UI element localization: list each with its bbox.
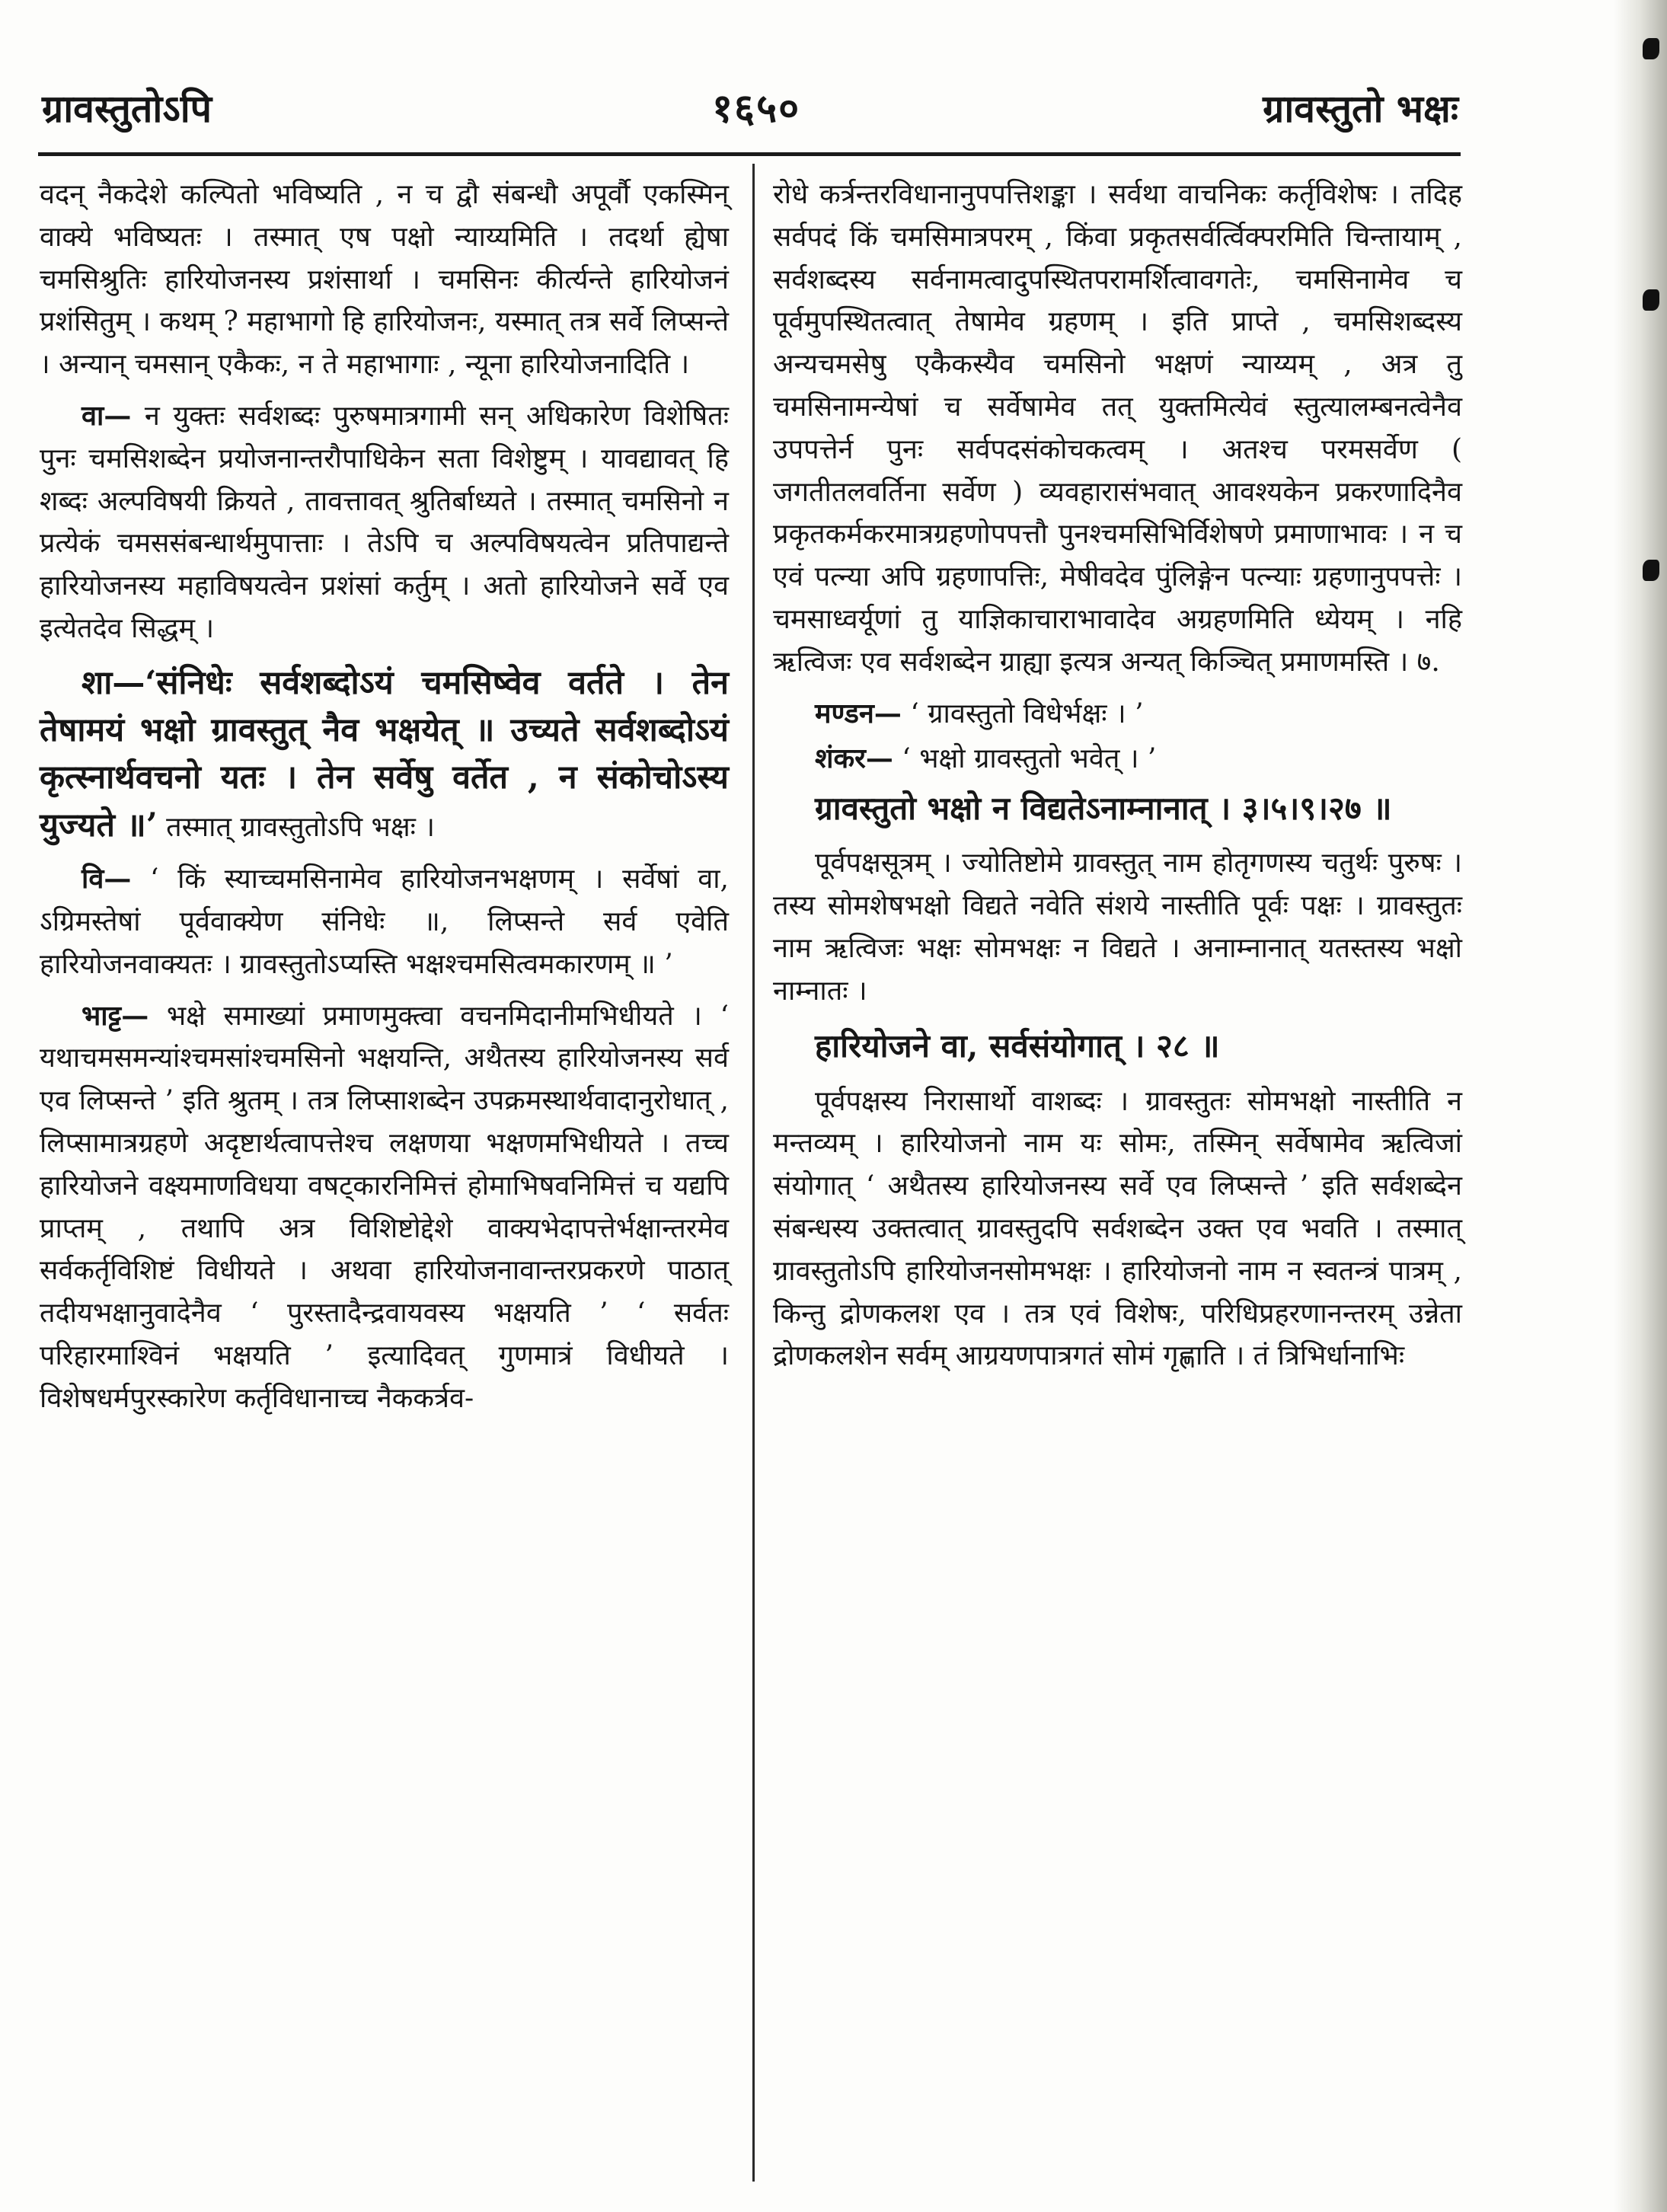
running-header bbox=[42, 72, 1458, 133]
paragraph bbox=[40, 174, 729, 386]
paragraph-vi bbox=[40, 858, 729, 985]
header-left-title: ग्रावस्तुतोऽपि bbox=[42, 86, 212, 131]
binding-hole-mark bbox=[1643, 289, 1659, 311]
column-divider bbox=[752, 164, 755, 2182]
sutra-text: हारियोजने वा, सर्वसंयोगात् । २८ ॥ bbox=[815, 1027, 1220, 1065]
citation-text: ‘ ग्रावस्तुतो विधेर्भक्षः । ’ bbox=[901, 697, 1144, 729]
sutra-27 bbox=[773, 784, 1462, 833]
speaker-label: भाट्ट— bbox=[81, 999, 149, 1032]
paragraph-purvapaksha bbox=[773, 842, 1462, 1012]
paragraph-sha bbox=[40, 659, 729, 849]
paragraph-text: वदन् नैकदेशे कल्पितो भविष्यति , न च द्वौ संबन्धौ अपूर्वौ एकस्मिन् वाक्ये भविष्यतः । तस्मात् एष पक्षो न्याय्यमिति । तदर्था ह्येषा चमसिश्रुतिः हारियोजनस्य प्रशंसार्था । चमसिनः कीर्त्यन्ते हारियोजनं प्रशंसितुम् । कथम् ? महाभागो हि हारियोजनः, यस्मात् तत्र सर्वे लिप्सन्ते । अन्यान् चमसान् एकैकः, न ते महाभागाः , न्यूना हारियोजनादिति । bbox=[40, 179, 729, 381]
paragraph-text: ‘ किं स्याच्चमसिनामेव हारियोजनभक्षणम् । सर्वेषां वा, ऽग्रिमस्तेषां पूर्ववाक्येण संनिधेः ॥, लिप्सन्ते सर्व एवेति हारियोजनवाक्यतः । ग्रावस्तुतोऽप्यस्ति भक्षश्चमसित्वमकारणम् ॥ ’ bbox=[40, 863, 729, 980]
paragraph-text: पूर्वपक्षस्य निरासार्थो वाशब्दः । ग्रावस्तुतः सोमभक्षो नास्तीति न मन्तव्यम् । हारियोजनो नाम यः सोमः, तस्मिन् सर्वेषामेव ऋत्विजां संयोगात् ‘ अथैतस्य हारियोजनस्य सर्वे एव लिप्सन्ते ’ इति सर्वशब्देन संबन्धस्य उक्तत्वात् ग्रावस्तुदपि सर्वशब्देन उक्त एव भवति । तस्मात् ग्रावस्तुतोऽपि हारियोजनसोमभक्षः । हारियोजनो नाम न स्वतन्त्रं पात्रम् , किन्तु द्रोणकलश एव । तत्र एवं विशेषः, परिधिप्रहरणानन्तरम् उन्नेता द्रोणकलशेन सर्वम् आग्रयणपात्रगतं सोमं गृह्णाति । तं त्रिभिर्धानाभिः bbox=[773, 1085, 1462, 1372]
left-column bbox=[40, 174, 729, 1429]
paragraph-commentary bbox=[773, 1080, 1462, 1378]
header-rule bbox=[38, 152, 1461, 156]
paragraph bbox=[773, 174, 1462, 684]
paragraph-text: पूर्वपक्षसूत्रम् । ज्योतिष्टोमे ग्रावस्तुत् नाम होतृगणस्य चतुर्थः पुरुषः । तस्य सोमशेषभक्षो विद्यते नवेति संशये नास्तीति पूर्वः पक्षः । ग्रावस्तुतः नाम ऋत्विजः भक्षः सोमभक्षः न विद्यते । अनाम्नानात् यतस्तस्य भक्षो नाम्नातः । bbox=[773, 847, 1462, 1007]
citation-text: ‘ भक्षो ग्रावस्तुतो भवेत् । ’ bbox=[893, 743, 1157, 775]
speaker-label: वि— bbox=[81, 863, 132, 895]
speaker-label: शंकर— bbox=[815, 742, 893, 775]
scan-edge-shadow bbox=[1614, 0, 1667, 2212]
speaker-label: शा— bbox=[81, 663, 145, 702]
verse-text: ‘संनिधेः सर्वशब्दोऽयं चमसिष्वेव वर्तते । तेन तेषामयं भक्षो ग्रावस्तुत् नैव भक्षयेत् ॥ उच्यते सर्वशब्दोऽयं कृत्स्नार्थवचनो यतः । तेन सर्वेषु वर्तेत , न संकोचोऽस्य युज्यते ॥’ bbox=[40, 663, 729, 844]
citation-mandana bbox=[773, 693, 1462, 736]
paragraph-text: भक्षे समाख्यां प्रमाणमुक्त्वा वचनमिदानीमभिधीयते । ‘ यथाचमसमन्यांश्चमसांश्चमसिनो भक्षयन्ति, अथैतस्य हारियोजनस्य सर्व एव लिप्सन्ते ’ इति श्रुतम् । तत्र लिप्साशब्देन उपक्रमस्थार्थवादानुरोधात् , लिप्सामात्रग्रहणे अदृष्टार्थत्वापत्तेश्च लक्षणया भक्षणमभिधीयते । तच्च हारियोजने वक्ष्यमाणविधया वषट्कारनिमित्तं होमाभिषवनिमित्तं च यद्यपि प्राप्तम् , तथापि अत्र विशिष्टोद्देशे वाक्यभेदापत्तेर्भक्षान्तरमेव सर्वकर्तृविशिष्टं विधीयते । अथवा हारियोजनावान्तरप्रकरणे पाठात् तदीयभक्षानुवादेनैव ‘ पुरस्तादैन्द्रवायवस्य भक्षयति ’ ‘ सर्वतः परिहारमाश्विनं भक्षयति ’ इत्यादिवत् गुणमात्रं विधीयते । विशेषधर्मपुरस्कारेण कर्तृविधानाच्च नैककर्त्रव- bbox=[40, 1000, 729, 1414]
paragraph-va bbox=[40, 395, 729, 650]
paragraph-tail: तस्मात् ग्रावस्तुतोऽपि भक्षः । bbox=[157, 811, 435, 843]
paragraph-text: रोधे कर्त्रन्तरविधानानुपपत्तिशङ्का । सर्वथा वाचनिकः कर्तृविशेषः । तदिह सर्वपदं किं चमसिमात्रपरम् , किंवा प्रकृतसर्वर्त्विक्परमिति चिन्तायाम् , सर्वशब्दस्य सर्वनामत्वादुपस्थितपरामर्शित्वावगतेः, चमसिनामेव च पूर्वमुपस्थितत्वात् तेषामेव ग्रहणम् । इति प्राप्ते , चमसिशब्दस्य अन्यचमसेषु एकैकस्यैव चमसिनो भक्षणं न्याय्यम् , अत्र तु चमसिनामन्येषां च सर्वेषामेव तत् युक्तमित्येवं स्तुत्यालम्बनत्वेनैव उपपत्तेर्न पुनः सर्वपदसंकोचकत्वम् । अतश्च परमसर्वेण ( जगतीतलवर्तिना सर्वेण ) व्यवहारासंभवात् आवश्यकेन प्रकरणादिनैव प्रकृतकर्मकरमात्रग्रहणोपपत्तौ पुनश्चमसिभिर्विशेषणे प्रमाणाभावः । न च एवं पत्न्या अपि ग्रहणापत्तिः, मेषीवदेव पुंलिङ्गेन पत्न्याः ग्रहणानुपपत्तेः । चमसाध्वर्यूणां तु याज्ञिकाचाराभावादेव अग्रहणमिति ध्येयम् । नहि ऋत्विजः एव सर्वशब्देन ग्राह्या इत्यत्र अन्यत् किञ्चित् प्रमाणमस्ति । ७. bbox=[773, 179, 1462, 678]
sutra-text: ग्रावस्तुतो भक्षो न विद्यतेऽनाम्नानात् । ३।५।९।२७ ॥ bbox=[815, 790, 1392, 828]
header-right-title: ग्रावस्तुतो भक्षः bbox=[1263, 86, 1458, 131]
binding-hole-mark bbox=[1643, 560, 1659, 581]
page-number: १६५० bbox=[712, 85, 801, 132]
paragraph-text: न युक्तः सर्वशब्दः पुरुषमात्रगामी सन् अधिकारेण विशेषितः पुनः चमसिशब्देन प्रयोजनान्तरौपाधिकेन सता विशेष्टुम् । यावद्यावत् हि शब्दः अल्पविषयी क्रियते , तावत्तावत् श्रुतिर्बाध्यते । तस्मात् चमसिनो न प्रत्येकं चमससंबन्धार्थमुपात्ताः । तेऽपि च अल्पविषयत्वेन प्रतिपाद्यन्ते हारियोजनस्य महाविषयत्वेन प्रशंसां कर्तुम् । अतो हारियोजने सर्वे एव इत्येतदेव सिद्धम् । bbox=[40, 400, 729, 644]
citation-shankara bbox=[773, 738, 1462, 780]
right-column bbox=[773, 174, 1462, 1387]
speaker-label: मण्डन— bbox=[815, 697, 902, 729]
speaker-label: वा— bbox=[81, 399, 132, 432]
paragraph-bhatta bbox=[40, 995, 729, 1420]
sutra-28 bbox=[773, 1021, 1462, 1071]
binding-hole-mark bbox=[1643, 38, 1659, 59]
